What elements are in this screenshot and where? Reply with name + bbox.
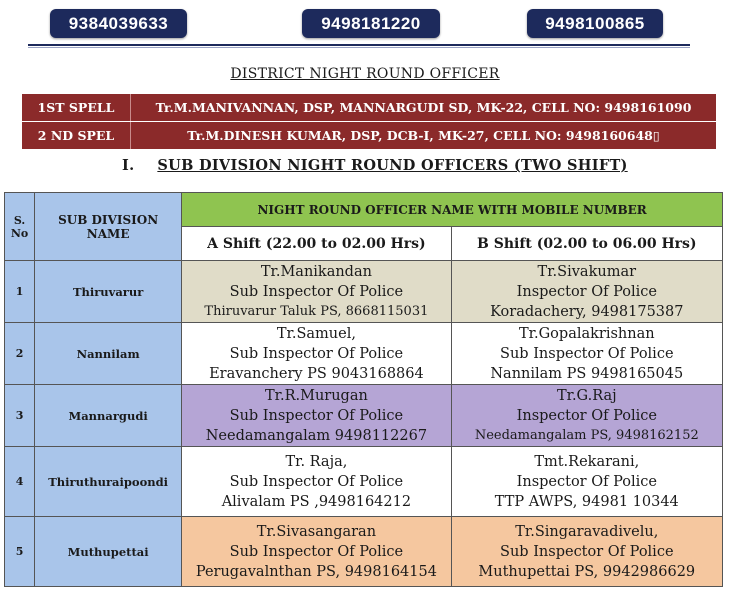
section-number: I. [122, 157, 135, 174]
officer-name: Tr.Sivasangaran [256, 523, 377, 540]
officer-rank: Inspector Of Police [516, 473, 657, 490]
spell-row-1 [22, 94, 716, 121]
table-row [5, 261, 723, 323]
header-a-shift: A Shift (22.00 to 02.00 Hrs) [182, 227, 451, 261]
row-subdivision: Muthupettai [35, 517, 182, 587]
spell-value: Tr.M.MANIVANNAN, DSP, MANNARGUDI SD, MK-22, CELL NO: 9498161090 [155, 100, 692, 115]
officer-rank: Sub Inspector Of Police [500, 543, 674, 560]
phone-badge-2: 9498181220 [302, 9, 440, 38]
b-shift-officer [451, 323, 722, 385]
night-round-table [4, 192, 723, 587]
officer-rank: Sub Inspector Of Police [229, 543, 404, 560]
officer-name: Tr.Gopalakrishnan [518, 325, 655, 342]
officer-name: Tr.Singaravadivelu, [515, 523, 659, 540]
officer-station: Needamangalam PS, 9498162152 [474, 427, 699, 443]
phone-badge-3: 9498100865 [527, 9, 663, 38]
officer-station: TTP AWPS, 94981 10344 [494, 493, 679, 510]
spell-value: Tr.M.DINESH KUMAR, DSP, DCB-I, MK-27, CELL NO: 9498160648▯ [187, 128, 660, 143]
b-shift-officer [451, 261, 722, 323]
section-title: SUB DIVISION NIGHT ROUND OFFICERS (TWO SHIFT) [157, 157, 628, 174]
row-sno: 2 [5, 323, 35, 385]
officer-station: Nannilam PS 9498165045 [490, 365, 684, 382]
officer-name: Tmt.Rekarani, [534, 453, 640, 470]
officer-rank: Sub Inspector Of Police [229, 283, 404, 300]
header-sno: S. No [5, 193, 35, 261]
officer-rank: Sub Inspector Of Police [229, 473, 404, 490]
header-group: NIGHT ROUND OFFICER NAME WITH MOBILE NUMBER [182, 193, 723, 227]
table-row [5, 517, 723, 587]
b-shift-officer [451, 385, 722, 447]
a-shift-officer [182, 261, 451, 323]
district-title: DISTRICT NIGHT ROUND OFFICER [230, 66, 500, 82]
a-shift-officer [182, 517, 451, 587]
header-divider-thin [28, 47, 690, 48]
officer-station: Muthupettai PS, 9942986629 [478, 563, 696, 580]
spell-label: 2 ND SPEL [22, 122, 131, 149]
section-heading [122, 157, 628, 174]
a-shift-officer [182, 385, 451, 447]
officer-name: Tr.R.Murugan [264, 387, 368, 404]
officer-station: Thiruvarur Taluk PS, 8668115031 [204, 303, 429, 319]
header-b-shift: B Shift (02.00 to 06.00 Hrs) [451, 227, 722, 261]
officer-name: Tr.Samuel, [276, 325, 356, 342]
header-subdivision: SUB DIVISION NAME [35, 193, 182, 261]
a-shift-officer [182, 447, 451, 517]
row-sno: 5 [5, 517, 35, 587]
officer-rank: Sub Inspector Of Police [500, 345, 674, 362]
officer-rank: Sub Inspector Of Police [229, 345, 404, 362]
phone-badge-1: 9384039633 [50, 9, 187, 38]
officer-station: Alivalam PS ,9498164212 [221, 493, 412, 510]
officer-name: Tr.Manikandan [260, 263, 372, 280]
officer-rank: Inspector Of Police [516, 283, 657, 300]
phone-number-bar [0, 0, 730, 50]
a-shift-officer [182, 323, 451, 385]
header-divider [28, 44, 690, 46]
row-subdivision: Nannilam [35, 323, 182, 385]
row-sno: 3 [5, 385, 35, 447]
table-row [5, 447, 723, 517]
officer-rank: Sub Inspector Of Police [229, 407, 404, 424]
officer-rank: Inspector Of Police [516, 407, 657, 424]
officer-station: Koradachery, 9498175387 [490, 303, 684, 320]
officer-station: Perugavalnthan PS, 9498164154 [195, 563, 437, 580]
officer-name: Tr. Raja, [285, 453, 348, 470]
table-row [5, 385, 723, 447]
row-sno: 4 [5, 447, 35, 517]
row-subdivision: Mannargudi [35, 385, 182, 447]
officer-name: Tr.Sivakumar [537, 263, 637, 280]
b-shift-officer [451, 517, 722, 587]
officer-station: Eravanchery PS 9043168864 [209, 365, 424, 382]
table-row [5, 323, 723, 385]
row-subdivision: Thiruvarur [35, 261, 182, 323]
officer-station: Needamangalam 9498112267 [205, 427, 428, 444]
spell-label: 1ST SPELL [22, 94, 131, 121]
officer-name: Tr.G.Raj [556, 387, 617, 404]
spell-row-2 [22, 122, 716, 149]
row-sno: 1 [5, 261, 35, 323]
row-subdivision: Thiruthuraipoondi [35, 447, 182, 517]
b-shift-officer [451, 447, 722, 517]
